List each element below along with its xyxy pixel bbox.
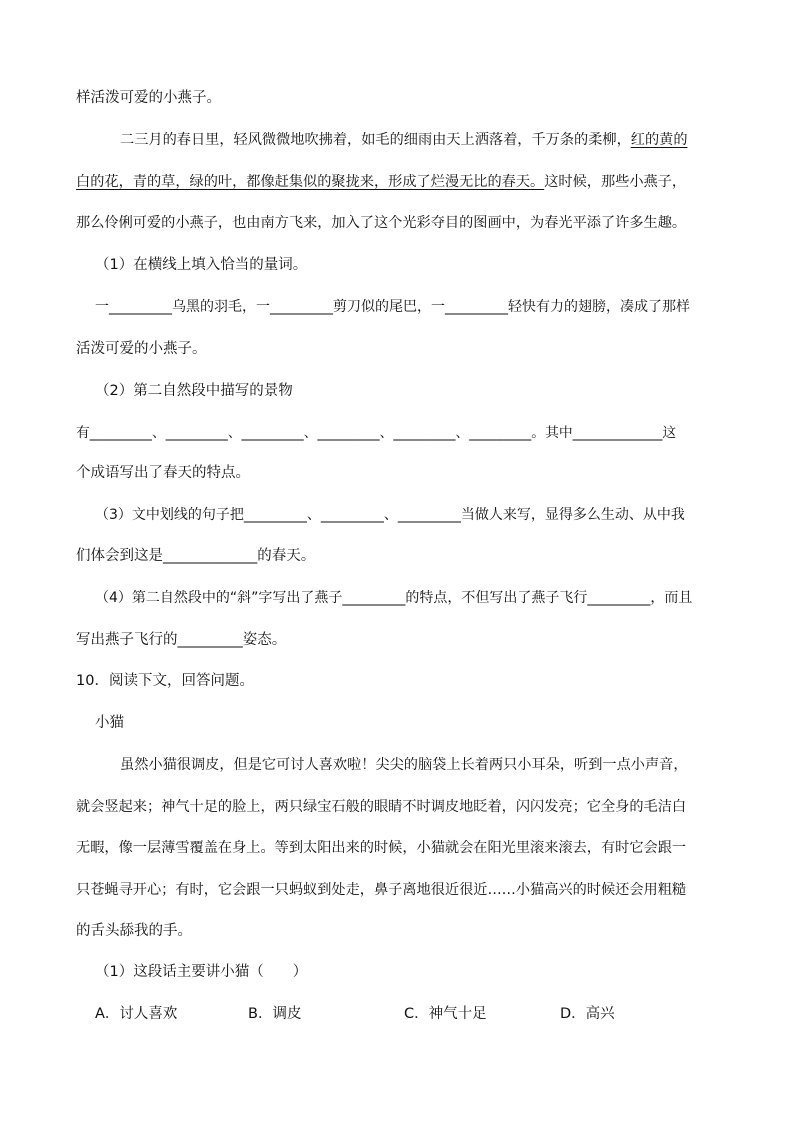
option-d: D．高兴	[560, 1006, 615, 1022]
question-2: （2）第二自然段中描写的景物	[95, 383, 293, 399]
passage-title: 小猫	[95, 715, 124, 731]
passage-line: 就会竖起来；神气十足的脸上，两只绿宝石般的眼睛不时调皮地眨着，闪闪发亮；它全身的毛洁白	[76, 799, 687, 815]
text-line: 个成语写出了春天的特点。	[76, 465, 250, 481]
question-5: （1）这段话主要讲小猫（ ）	[95, 964, 308, 980]
passage-line: 虽然小猫很调皮，但是它可讨人喜欢啦！尖尖的脑袋上长着两只小耳朵，听到一点小声音，	[120, 757, 688, 773]
text-line: 那么伶俐可爱的小燕子，也由南方飞来，加入了这个光彩夺目的图画中，为春光平添了许多生趣。	[76, 215, 687, 231]
text-line: 活泼可爱的小燕子。	[76, 341, 207, 357]
passage-line: 的舌头舔我的手。	[76, 923, 192, 939]
option-a: A．讨人喜欢	[95, 1006, 178, 1022]
option-c: C．神气十足	[404, 1006, 487, 1022]
text-line: 样活泼可爱的小燕子。	[76, 90, 221, 106]
paragraph-line	[120, 130, 688, 150]
text-line: 一_________乌黑的羽毛，一_________剪刀似的尾巴，一_________轻快有力的翅膀，凑成了那样	[95, 299, 690, 315]
text-span: 二三月的春日里，轻风微微地吹拂着，如毛的细雨由天上洒落着，千万条的柔柳，	[120, 132, 631, 148]
question-3: （3）文中划线的句子把_________、_________、_________当做人来写，显得多么生动、从中我	[95, 507, 685, 523]
text-span: 这时候，那些小燕子，	[544, 174, 687, 190]
question-1: （1）在横线上填入恰当的量词。	[95, 257, 308, 273]
option-b: B．调皮	[248, 1006, 302, 1022]
underlined-sentence: 白的花，青的草，绿的叶，都像赶集似的聚拢来，形成了烂漫无比的春天。	[76, 174, 545, 190]
question-4: （4）第二自然段中的“斜”字写出了燕子_________的特点，不但写出了燕子飞行_________，而且	[95, 590, 693, 606]
underlined-sentence: 红的黄的	[630, 132, 688, 148]
passage-line: 只苍蝇寻开心；有时，它会跟一只蚂蚁到处走，鼻子离地很近很近……小猫高兴的时候还会用粗糙	[76, 882, 687, 898]
passage-line: 无暇，像一层薄雪覆盖在身上。等到太阳出来的时候，小猫就会在阳光里滚来滚去，有时它会跟一	[76, 840, 687, 856]
paragraph-line	[76, 172, 686, 192]
text-line: 有_________、_________、_________、_________、_________、_________。其中_____________这	[76, 425, 677, 441]
text-line: 写出燕子飞行的_________姿态。	[76, 632, 287, 648]
question-heading: 10．阅读下文，回答问题。	[76, 673, 254, 689]
text-line: 们体会到这是_____________的春天。	[76, 548, 316, 564]
